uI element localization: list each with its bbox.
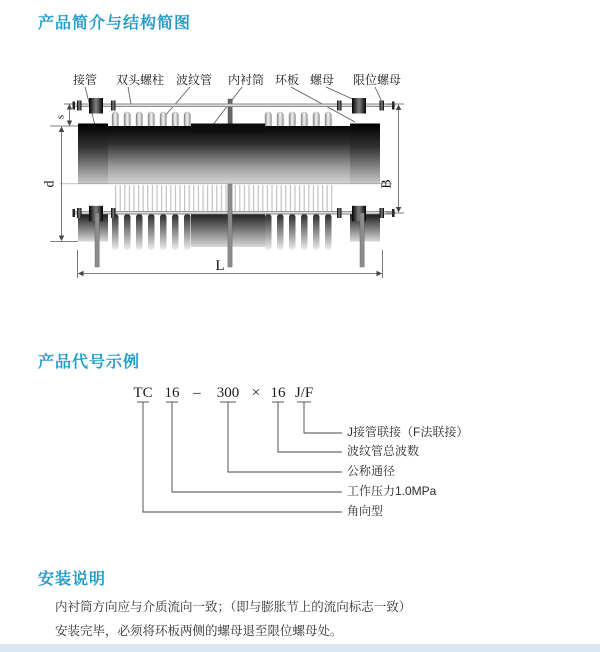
code-seg-dash: –	[193, 385, 201, 401]
dim-label-s: s	[54, 114, 67, 120]
part-label-limit-nut: 限位螺母	[352, 73, 402, 87]
inner-liner-band	[191, 124, 265, 133]
code-callout-labels	[347, 424, 468, 518]
part-label-ring-plate: 环板	[274, 73, 300, 87]
tie-rod-top	[73, 98, 396, 114]
pipe-end-right	[350, 124, 380, 184]
callout-angular-type: 角向型	[347, 504, 384, 519]
install-instructions	[55, 595, 495, 643]
nut-left	[89, 98, 103, 114]
section-heading-install: 安装说明	[38, 571, 107, 588]
part-label-pipe: 接管	[72, 73, 98, 87]
code-callout-lines	[137, 402, 342, 512]
code-seg-pressure: 16	[164, 385, 180, 401]
section-heading-intro: 产品简介与结构简图	[38, 15, 192, 32]
limit-nut-right	[380, 101, 385, 111]
code-seg-diameter: 300	[216, 385, 240, 401]
dim-label-L: L	[215, 258, 225, 274]
product-code-figure	[120, 372, 480, 524]
callout-nominal-diameter: 公称通径	[347, 464, 396, 479]
dim-label-B: B	[379, 179, 395, 189]
pipe-end-left	[78, 124, 108, 184]
install-line-1: 内衬筒方向应与介质流向一致；（即与膨胀节上的流向标志一致）	[55, 600, 412, 614]
part-label-liner: 内衬筒	[227, 73, 265, 87]
install-line-2: 安装完毕，必须将环板两侧的螺母退至限位螺母处。	[55, 624, 343, 638]
part-label-bellows: 波纹管	[175, 73, 213, 87]
part-label-stud: 双头螺柱	[115, 73, 165, 87]
code-seg-waves: 16	[270, 385, 286, 401]
code-seg-type: TC	[133, 385, 153, 401]
code-seg-connection: J/F	[294, 385, 314, 401]
callout-wave-count: 波纹管总波数	[347, 444, 420, 459]
dimension-s	[55, 104, 74, 125]
joint-body-upper	[78, 124, 380, 184]
structure-diagram	[40, 56, 470, 298]
section-heading-code: 产品代号示例	[38, 354, 141, 371]
part-label-nut: 螺母	[309, 73, 335, 87]
product-code-segments	[133, 385, 313, 401]
convolution-lines	[112, 185, 333, 211]
callout-working-pressure: 工作压力1.0MPa	[347, 484, 437, 499]
dimension-B	[380, 104, 405, 213]
code-seg-times: ×	[251, 385, 261, 401]
nut-right	[352, 98, 366, 114]
page-footer-band	[0, 644, 600, 652]
part-labels	[73, 72, 401, 87]
callout-connection: J接管联接（F法联接）	[347, 425, 469, 440]
dim-label-d: d	[42, 180, 58, 188]
